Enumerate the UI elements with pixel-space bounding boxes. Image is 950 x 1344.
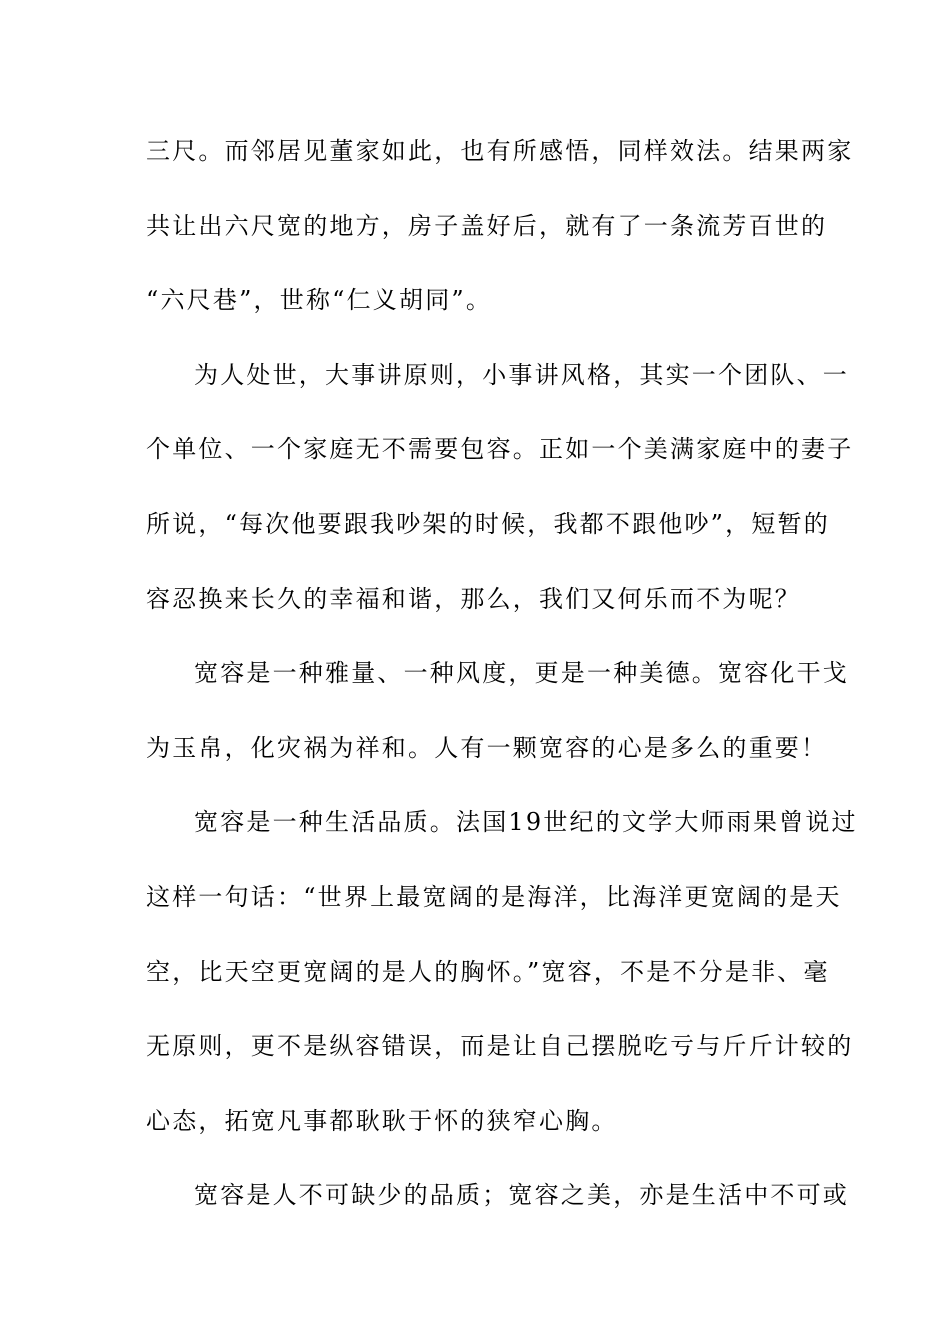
text-line: 空，比天空更宽阔的是人的胸怀。”宽容，不是不分是非、毫 <box>146 957 830 986</box>
text-line: 共让出六尺宽的地方，房子盖好后，就有了一条流芳百世的 <box>146 211 828 240</box>
text-line: 心态，拓宽凡事都耿耿于怀的狭窄心胸。 <box>146 1106 618 1135</box>
text-line: “六尺巷”，世称“仁义胡同”。 <box>146 286 493 315</box>
text-line: 三尺。而邻居见董家如此，也有所感悟，同样效法。结果两家 <box>146 137 854 165</box>
text-line: 个单位、一个家庭无不需要包容。正如一个美满家庭中的妻子 <box>146 435 854 464</box>
paragraph-first-line: 宽容是一种雅量、一种风度，更是一种美德。宽容化干戈 <box>194 659 849 688</box>
text-line: 所说，“每次他要跟我吵架的时候，我都不跟他吵”，短暂的 <box>146 509 830 538</box>
text-line: 无原则，更不是纵容错误，而是让自己摆脱吃亏与斤斤计较的 <box>146 1032 854 1061</box>
paragraph-first-line: 宽容是人不可缺少的品质；宽容之美，亦是生活中不可或 <box>194 1181 849 1210</box>
text-line: 这样一句话：“世界上最宽阔的是海洋，比海洋更宽阔的是天 <box>146 882 842 911</box>
text-line: 容忍换来长久的幸福和谐，那么，我们又何乐而不为呢？ <box>146 584 801 613</box>
paragraph-first-line: 宽容是一种生活品质。法国19世纪的文学大师雨果曾说过 <box>194 808 858 837</box>
paragraph-first-line: 为人处世，大事讲原则，小事讲风格，其实一个团队、一 <box>194 360 849 389</box>
body-text <box>146 128 858 1247</box>
text-line: 为玉帛，化灾祸为祥和。人有一颗宽容的心是多么的重要！ <box>146 733 828 762</box>
